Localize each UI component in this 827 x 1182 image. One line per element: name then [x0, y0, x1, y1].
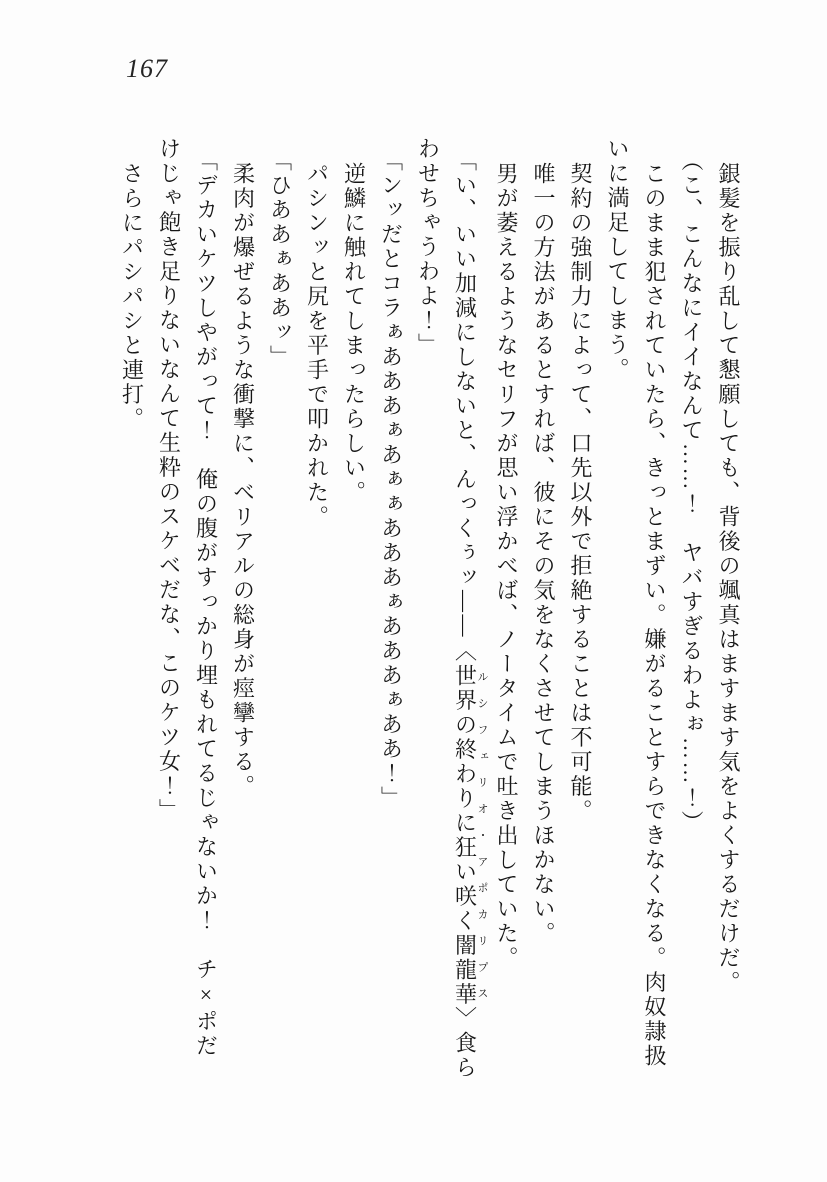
ruby-reading: ルシフェリオ・アポカリプス	[476, 663, 488, 1007]
ruby-annotated-text: 世界の終わりに狂い咲く闇龍華ルシフェリオ・アポカリプス	[452, 663, 488, 1007]
paragraph: さらにパシパシと連打。	[119, 162, 145, 432]
paragraph: 「い、いい加減にしないと、んっくぅッ――〈世界の終わりに狂い咲く闇龍華ルシフェリオ・アポカリプス〉食らわせちゃうわよ！」	[415, 137, 488, 1080]
paragraph: 銀髪を振り乱して懇願しても、背後の颯真はますます気をよくするだけだ。	[716, 162, 741, 995]
paragraph: パシンッと尻を平手で叩かれた。	[304, 162, 330, 530]
paragraph: （こ、こんなにイイなんて……！ ヤバすぎるわよぉ……！）	[679, 149, 704, 835]
text-body	[114, 137, 748, 1081]
paragraph: 「ンッだとコラぁあああぁあぁぁあああぁあああぁああ！」	[378, 149, 404, 811]
paragraph: 逆鱗に触れてしまったらしい。	[341, 162, 367, 505]
page-number: 167	[126, 54, 168, 83]
paragraph: 契約の強制力によって、口先以外で拒絶することは不可能。	[568, 162, 593, 824]
paragraph: 男が萎えるようなセリフが思い浮かべば、ノータイムで吐き出していた。	[494, 162, 519, 971]
paragraph: 柔肉が爆ぜるような衝撃に、ベリアルの総身が痙攣する。	[230, 162, 256, 799]
paragraph: 「デカいケツしやがって！ 俺の腹がすっかり埋もれてるじゃないか！ チ×ポだけじゃ飽き足りないなんて生粋のスケベだな、このケツ女！」	[156, 137, 219, 1059]
paragraph: 「ひああぁああッ」	[267, 149, 293, 370]
paragraph: 唯一の方法があるとすれば、彼にその気をなくさせてしまうほかない。	[531, 162, 556, 946]
paragraph: このまま犯されていたら、きっとまずい。嫌がることすらできなくなる。肉奴隷扱いに満足してしまう。	[605, 137, 667, 1069]
